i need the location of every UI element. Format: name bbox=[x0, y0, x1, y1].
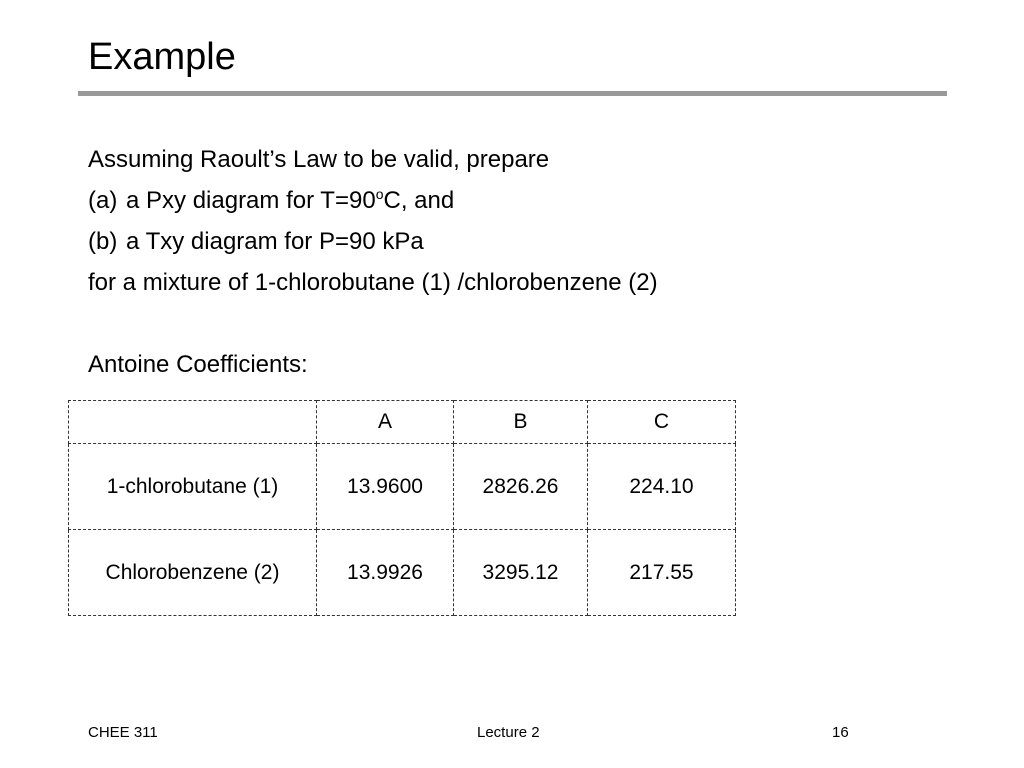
table-header-cell bbox=[69, 401, 317, 444]
table-cell: 2826.26 bbox=[454, 444, 588, 530]
title-divider bbox=[78, 91, 947, 96]
mixture-line: for a mixture of 1-chlorobutane (1) /chlorobenzene (2) bbox=[88, 269, 658, 296]
table-cell: 13.9926 bbox=[317, 530, 454, 616]
footer-lecture: Lecture 2 bbox=[477, 724, 540, 741]
item-b-marker: (b) bbox=[88, 228, 118, 255]
table-header-cell: B bbox=[454, 401, 588, 444]
table-row bbox=[69, 444, 736, 530]
table-cell: 224.10 bbox=[588, 444, 736, 530]
slide-title: Example bbox=[88, 36, 236, 78]
item-b-line bbox=[88, 227, 424, 257]
table-header-cell: A bbox=[317, 401, 454, 444]
item-a-text-after: C, and bbox=[383, 187, 455, 214]
antoine-coefficients-table bbox=[68, 400, 736, 616]
intro-line: Assuming Raoult’s Law to be valid, prepare bbox=[88, 146, 550, 173]
footer-page-number: 16 bbox=[832, 724, 849, 741]
table-header-cell: C bbox=[588, 401, 736, 444]
item-a-text-before: a Pxy diagram for T=90 bbox=[126, 187, 376, 214]
antoine-heading: Antoine Coefficients: bbox=[88, 351, 308, 378]
table-cell: 3295.12 bbox=[454, 530, 588, 616]
table-cell: Chlorobenzene (2) bbox=[69, 530, 317, 616]
table-cell: 1-chlorobutane (1) bbox=[69, 444, 317, 530]
table-cell: 13.9600 bbox=[317, 444, 454, 530]
table-cell: 217.55 bbox=[588, 530, 736, 616]
item-a-marker: (a) bbox=[88, 187, 118, 214]
item-b-text: a Txy diagram for P=90 kPa bbox=[126, 228, 424, 255]
item-a-line bbox=[88, 186, 454, 216]
footer-course: CHEE 311 bbox=[88, 724, 158, 741]
table-row bbox=[69, 530, 736, 616]
degree-superscript: o bbox=[375, 186, 384, 202]
table-header-row bbox=[69, 401, 736, 444]
